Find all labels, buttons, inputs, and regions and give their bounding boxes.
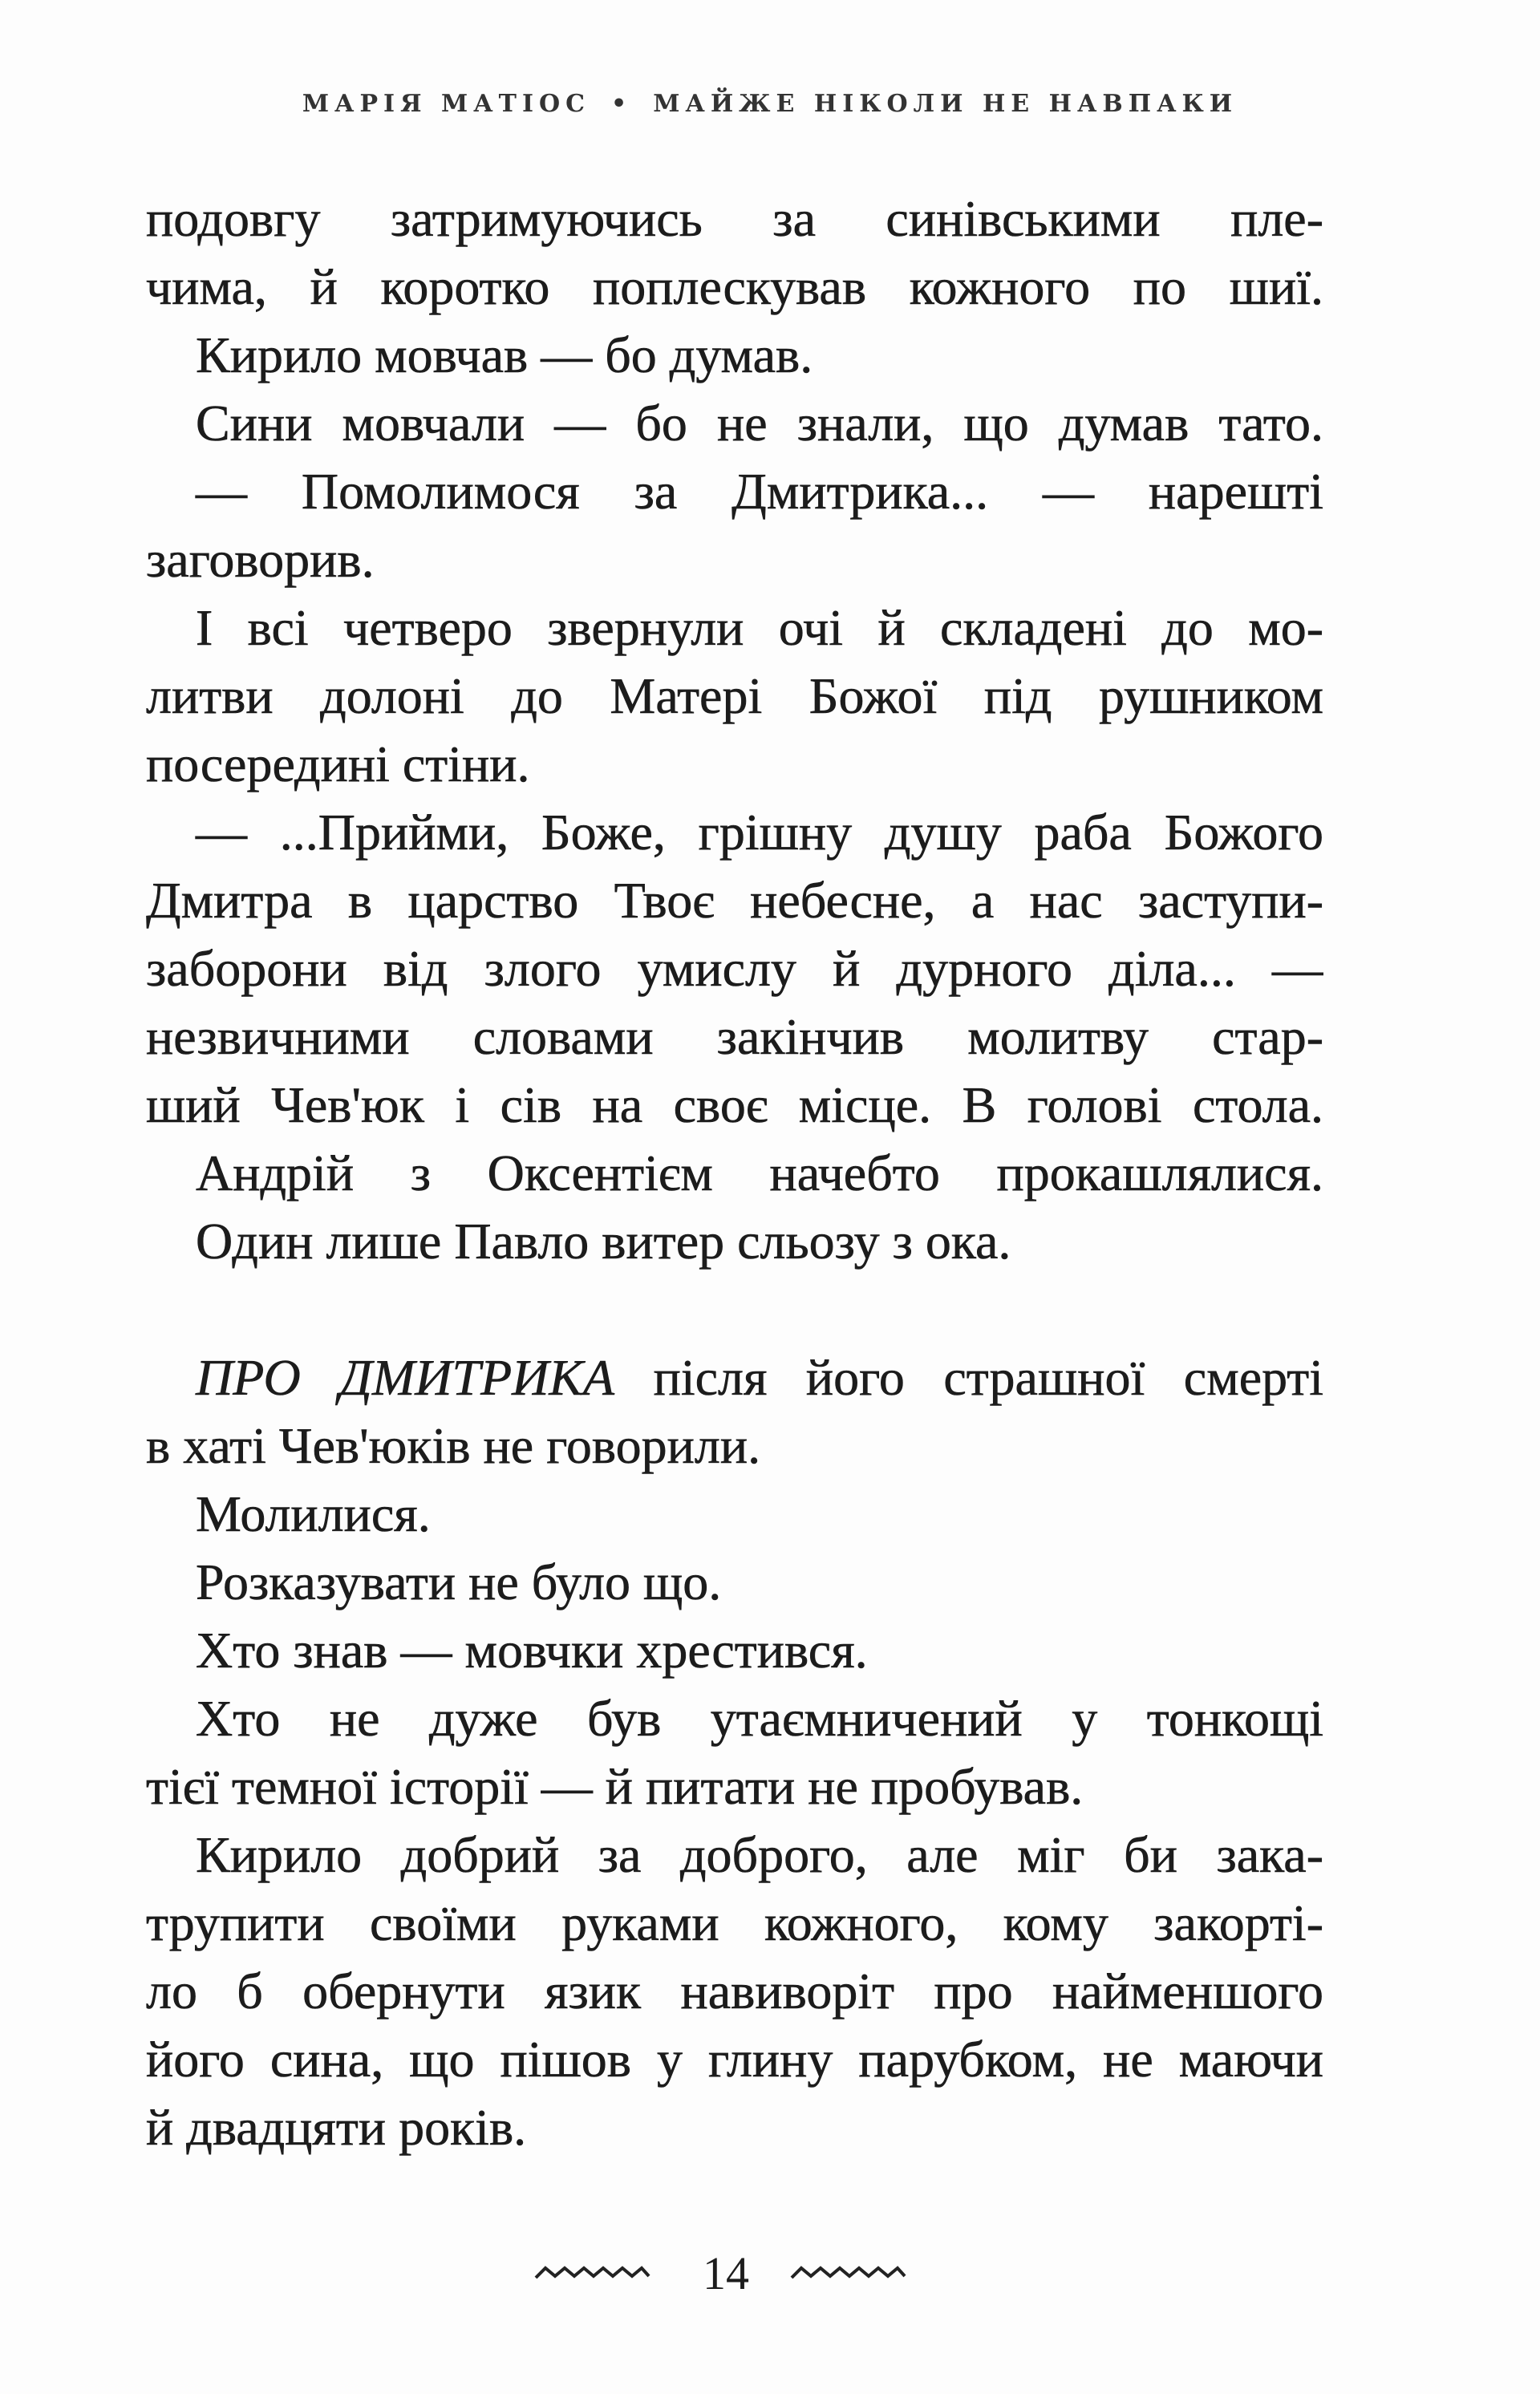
text-line: трупити своїми руками кожного, кому закортi- xyxy=(146,1894,1323,1951)
blank-line xyxy=(146,1275,1323,1343)
text-line: Хто знав — мовчки хрестився. xyxy=(196,1622,868,1679)
text-line: в хаті Чев'юків не говорили. xyxy=(146,1417,761,1474)
text-line: Розказувати не було що. xyxy=(196,1553,722,1610)
text-line: литви долоні до Матері Божої під рушником xyxy=(146,667,1323,724)
text-line: Андрій з Оксентієм начебто прокашлялися. xyxy=(196,1144,1323,1201)
text-line: Молилися. xyxy=(196,1485,431,1542)
text-line: Сини мовчали — бо не знали, що думав тато. xyxy=(196,395,1323,452)
text-line: незвичними словами закінчив молитву стар- xyxy=(146,1008,1323,1065)
text-line: й двадцяти років. xyxy=(146,2099,527,2156)
text-line: — ...Прийми, Боже, грішну душу раба Божого xyxy=(196,804,1323,861)
text-line: Кирило мовчав — бо думав. xyxy=(196,326,813,383)
italic-lead: ПРО ДМИТРИКА xyxy=(196,1349,614,1406)
text-line: тієї темної історії — й питати не пробував. xyxy=(146,1758,1084,1815)
wave-ornament-icon xyxy=(534,2262,650,2281)
text-line: посередині стіни. xyxy=(146,735,530,792)
running-header xyxy=(0,90,1540,118)
wave-ornament-icon xyxy=(790,2262,906,2281)
header-author: МАРІЯ МАТІОС xyxy=(302,90,590,118)
text-line: І всі четверо звернули очі й складені до мо- xyxy=(196,599,1323,656)
text-line: — Помолимося за Дмитрика... — нарешті xyxy=(196,463,1323,520)
text-line: заговорив. xyxy=(146,531,375,588)
header-separator: • xyxy=(611,90,633,118)
section-lead-line xyxy=(146,1343,1323,1412)
text-line: чима, й коротко поплескував кожного по шиї. xyxy=(146,258,1323,315)
page-footer xyxy=(0,2238,1540,2310)
header-title: МАЙЖЕ НІКОЛИ НЕ НАВПАКИ xyxy=(653,90,1238,118)
text-line: ший Чев'юк і сів на своє місце. В голові стола. xyxy=(146,1076,1323,1133)
text-line: Кирило добрий за доброго, але міг би зака- xyxy=(196,1826,1323,1883)
text-line: його сина, що пішов у глину парубком, не маючи xyxy=(146,2031,1323,2088)
text-line-rest: після його страшної смерті xyxy=(653,1349,1323,1406)
page-body xyxy=(146,184,1323,2161)
text-line: ло б обернути язик навиворіт про найменшого xyxy=(146,1963,1323,2019)
text-line: Один лише Павло витер сльозу з ока. xyxy=(196,1213,1011,1270)
text-line: подовгу затримуючись за синівськими пле- xyxy=(146,190,1323,247)
page-number: 14 xyxy=(703,2247,749,2299)
text-line: Хто не дуже був утаємничений у тонкощі xyxy=(196,1690,1323,1747)
text-line: заборони від злого умислу й дурного діла... — xyxy=(146,940,1323,997)
text-line: Дмитра в царство Твоє небесне, а нас заступи- xyxy=(146,872,1323,929)
